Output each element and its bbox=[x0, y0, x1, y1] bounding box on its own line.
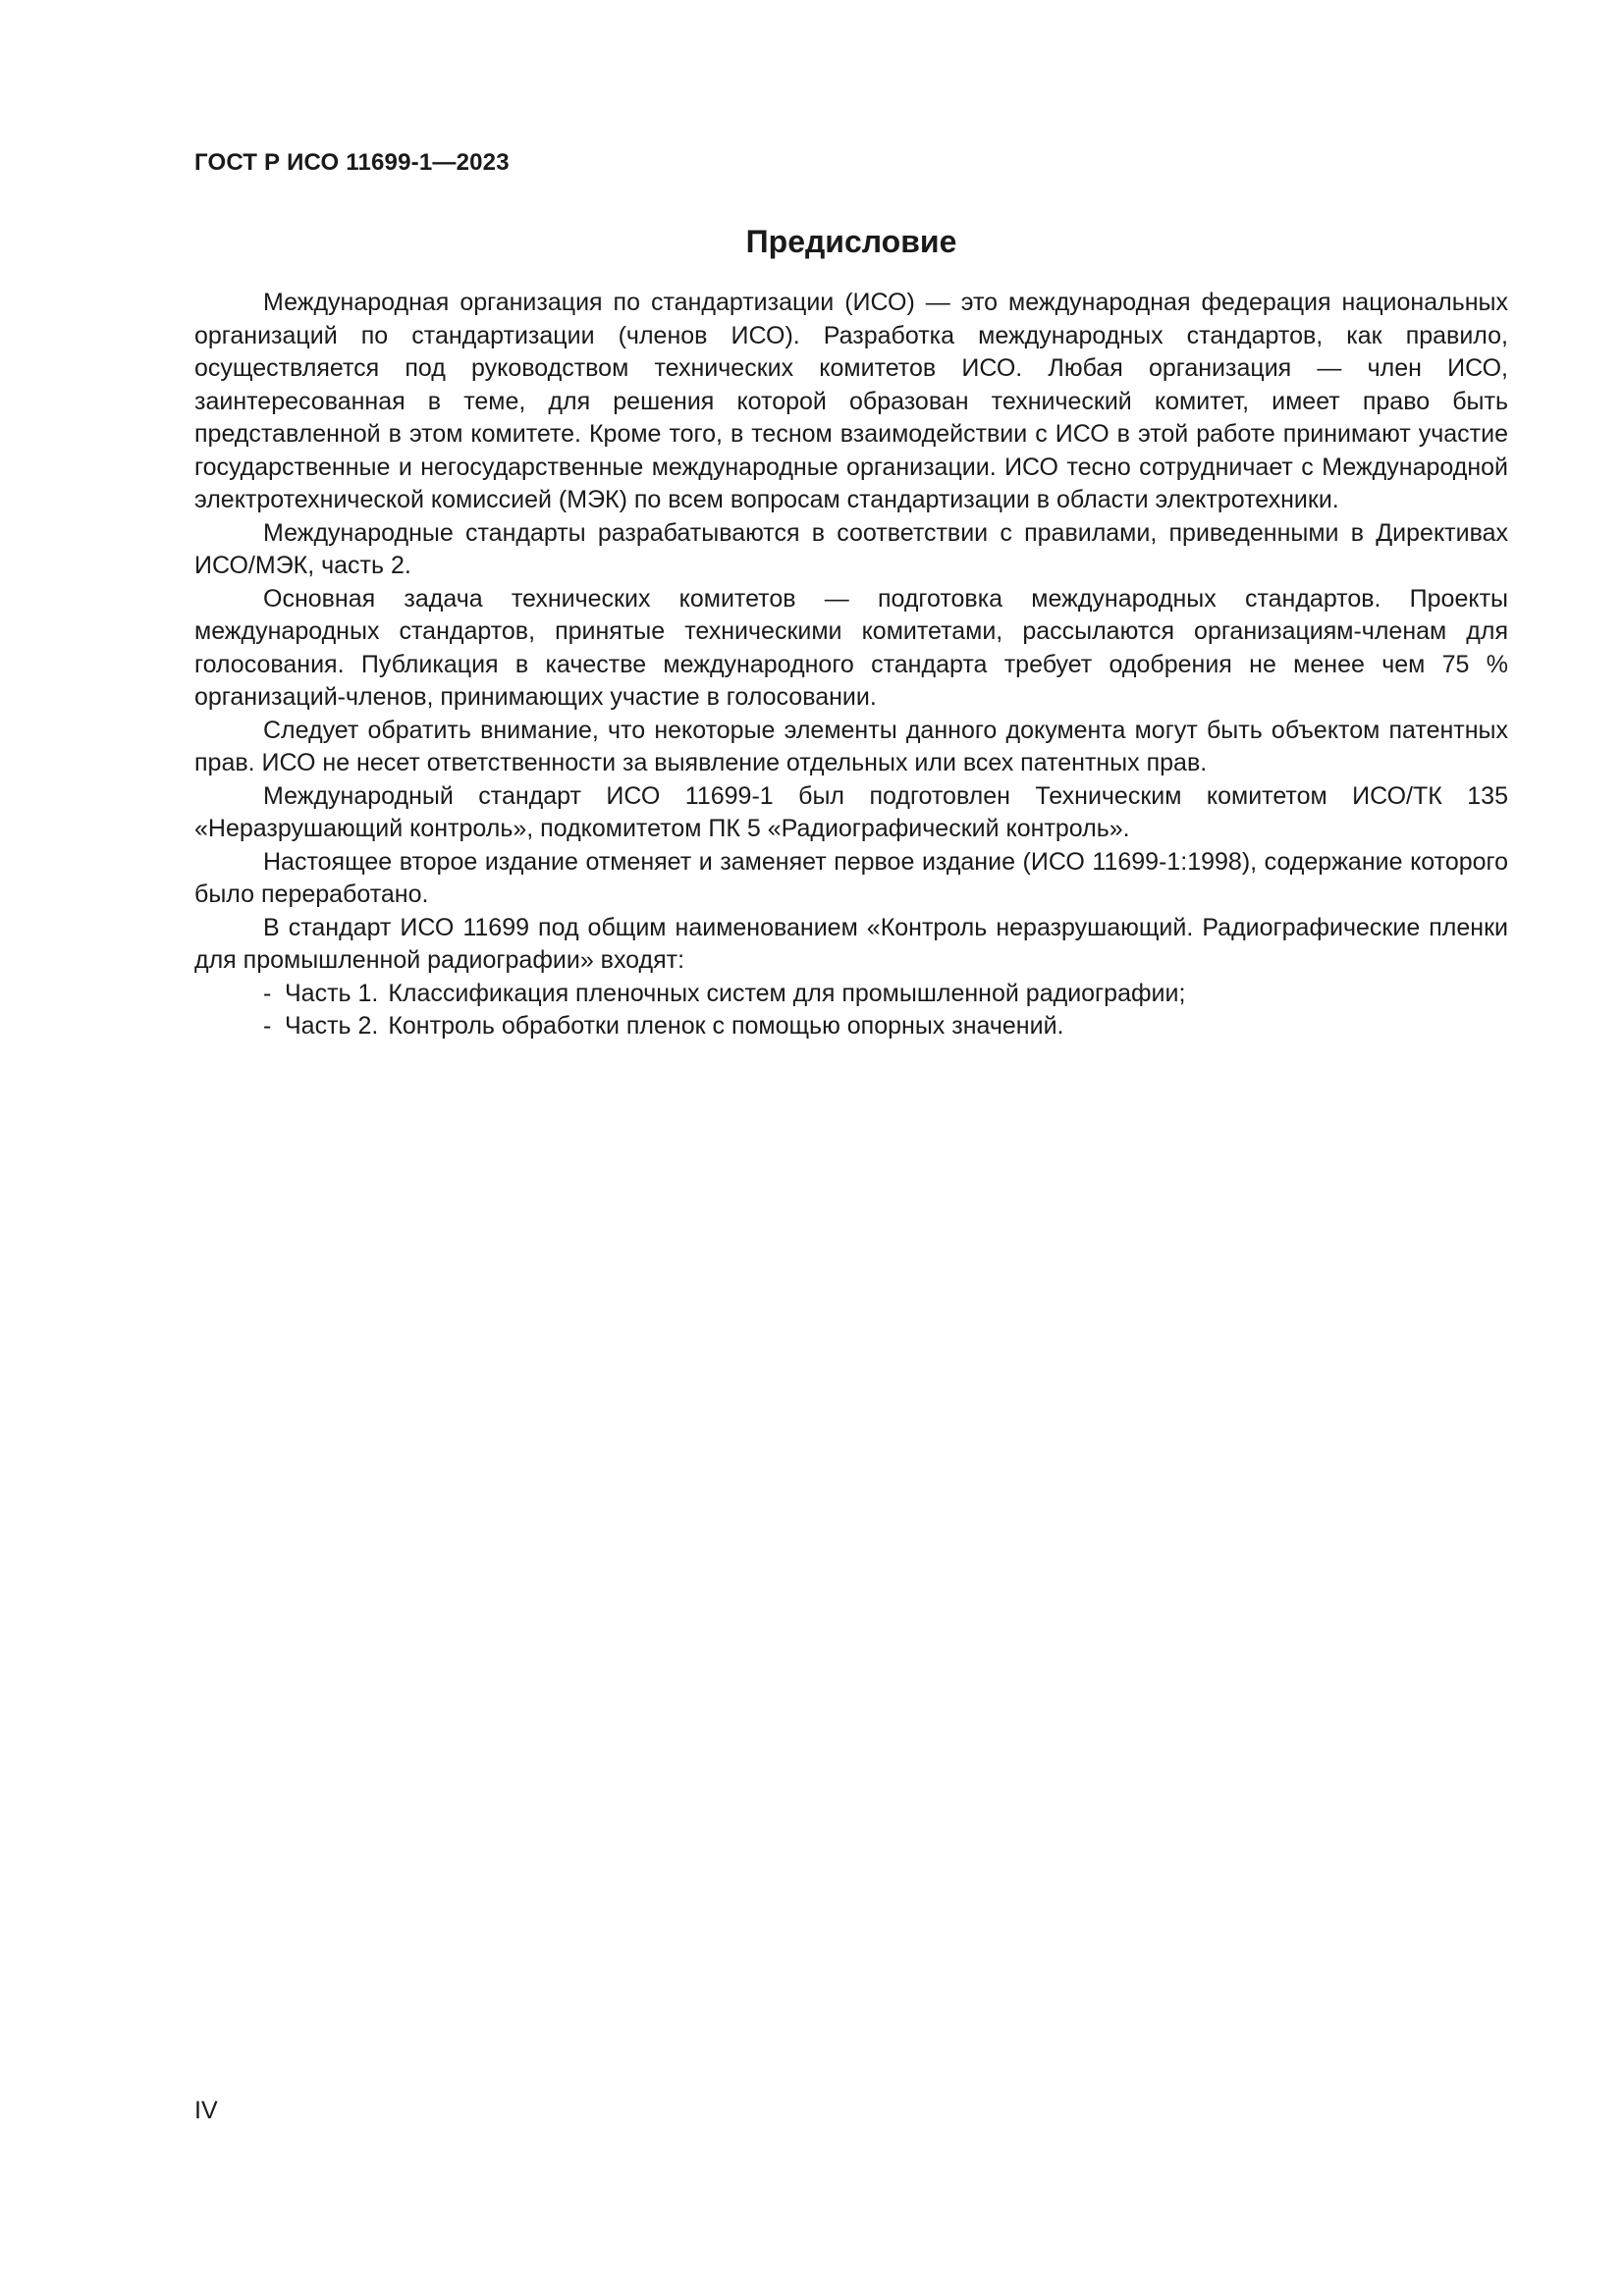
paragraph-iso-intro: Международная организация по стандартизации (ИСО) — это международная федерация национальных организаций по стандартизации (членов ИСО). Разработка международных стандартов, как правило, осуществляется под руководством технических комитетов ИСО. Любая организация — член ИСО, заинтересованная в теме, для решения которой образован технический комитет, имеет право быть представленной в этом комитете. Кроме того, в тесном взаимодействии с ИСО в этой работе принимают участие государственные и негосударственные международные организации. ИСО тесно сотрудничает с Международной электротехнической комиссией (МЭК) по всем вопросам стандартизации в области электротехники. bbox=[194, 289, 1508, 513]
paragraph-patent-rights: Следует обратить внимание, что некоторые элементы данного документа могут быть объектом патентных прав. ИСО не несет ответственности за выявление отдельных или всех патентных прав. bbox=[194, 716, 1508, 776]
paragraph-committees-task: Основная задача технических комитетов — подготовка международных стандартов. Проекты международных стандартов, принятые техническими комитетами, рассылаются организациям-членам для голосования. Публикация в качестве международного стандарта требует одобрения не менее чем 75 % организаций-членов, принимающих участие в голосовании. bbox=[194, 584, 1508, 711]
foreword-body bbox=[194, 287, 1508, 1043]
list-item bbox=[194, 978, 1508, 1011]
document-header: ГОСТ Р ИСО 11699-1—2023 bbox=[194, 149, 510, 176]
paragraph-directives: Международные стандарты разрабатываются в соответствии с правилами, приведенными в Директивах ИСО/МЭК, часть 2. bbox=[194, 518, 1508, 579]
list-dash: - bbox=[263, 1012, 272, 1040]
parts-list bbox=[194, 978, 1508, 1043]
list-item bbox=[194, 1010, 1508, 1043]
paragraph-prepared-by: Международный стандарт ИСО 11699-1 был подготовлен Техническим комитетом ИСО/ТК 135 «Неразрушающий контроль», подкомитетом ПК 5 «Радиографический контроль». bbox=[194, 781, 1508, 842]
part-title: Классификация пленочных систем для промышленной радиографии; bbox=[388, 979, 1186, 1007]
paragraph-series-intro: В стандарт ИСО 11699 под общим наименованием «Контроль неразрушающий. Радиографические пленки для промышленной радиографии» входят: bbox=[194, 913, 1508, 974]
part-title: Контроль обработки пленок с помощью опорных значений. bbox=[388, 1012, 1064, 1040]
part-label: Часть 1. bbox=[285, 979, 379, 1007]
section-title: Предисловие bbox=[745, 224, 957, 259]
part-label: Часть 2. bbox=[285, 1012, 379, 1040]
list-dash: - bbox=[263, 979, 272, 1007]
page-number: IV bbox=[194, 2097, 218, 2124]
paragraph-edition: Настоящее второе издание отменяет и заменяет первое издание (ИСО 11699-1:1998), содержание которого было переработано. bbox=[194, 847, 1508, 908]
